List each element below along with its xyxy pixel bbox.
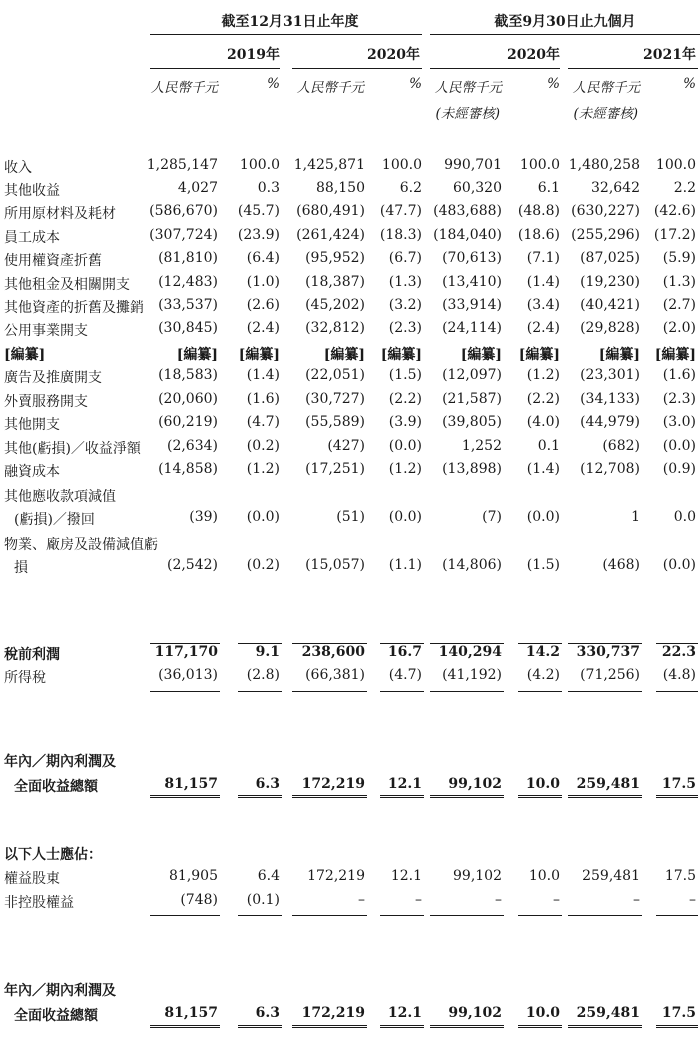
cell-value: (30,727) [305,391,365,407]
cell-value: (21,587) [442,391,502,407]
cell-value: (4.7) [246,414,280,430]
row-label: 所得稅 [4,670,46,686]
cell-value: (1.0) [246,274,280,290]
row-label: 員工成本 [4,230,60,246]
cell-value: 6.3 [255,1005,280,1021]
cell-value: [編纂] [380,347,422,363]
cell-value: (17,251) [305,461,365,477]
cell-value: 4,027 [177,180,218,196]
cell-value: (39,805) [442,414,502,430]
cell-value: (2.3) [662,391,696,407]
cell-value: (255,296) [571,227,640,243]
double-underline [150,1025,220,1028]
cell-value: (45,202) [305,297,365,313]
single-underline [430,691,504,692]
single-underline [292,915,367,916]
cell-value: 172,219 [301,1005,365,1021]
cell-value: – [689,892,696,908]
cell-value: 1,252 [461,438,502,454]
cell-value: (66,381) [305,667,365,683]
unaudited-note-2: (未經審核) [573,106,638,122]
cell-value: 6.4 [257,868,280,884]
cell-value: (2.4) [246,320,280,336]
cell-value: (0.1) [246,892,280,908]
row-label: (虧損)／撥回 [14,512,95,528]
cell-value: 990,701 [444,157,502,173]
cell-value: (1.2) [526,367,560,383]
cell-value: (1.5) [388,367,422,383]
cell-value: (20,060) [158,391,218,407]
double-underline [380,795,424,798]
cell-value: 60,320 [453,180,502,196]
single-underline [238,915,282,916]
cell-value: [編纂] [323,347,365,363]
cell-value: (2.4) [526,320,560,336]
cell-value: 17.5 [664,868,696,884]
row-label: 其他租金及相關開支 [4,277,130,293]
cell-value: (33,914) [442,297,502,313]
single-underline [150,691,220,692]
cell-value: (1.3) [388,274,422,290]
cell-value: (1.6) [662,367,696,383]
unaudited-note-1: (未經審核) [435,106,500,122]
cell-value: 259,481 [576,776,640,792]
double-underline [238,795,282,798]
cell-value: (70,613) [442,250,502,266]
year-rule-1 [150,68,280,69]
cell-value: (427) [327,438,365,454]
cell-value: (19,230) [580,274,640,290]
cell-value: (48.8) [517,203,560,219]
cell-value: [編纂] [598,347,640,363]
cell-value: (4.8) [662,667,696,683]
cell-value: (24,114) [442,320,502,336]
single-underline [380,643,424,644]
cell-value: (0.0) [662,438,696,454]
cell-value: 32,642 [591,180,640,196]
single-underline [430,643,504,644]
cell-value: 0.1 [537,438,560,454]
cell-value: (586,670) [149,203,218,219]
double-underline [380,1025,424,1028]
cell-value: (2.2) [526,391,560,407]
cell-value: [編纂] [518,347,560,363]
cell-value: (3.4) [526,297,560,313]
row-label: 物業、廠房及設備減值虧 [4,537,158,553]
unit-pct-4: % [683,76,696,92]
cell-value: 100.0 [655,157,696,173]
row-label: 以下人士應佔： [4,847,102,863]
cell-value: (1.5) [526,557,560,573]
cell-value: (55,589) [305,414,365,430]
double-underline [430,795,504,798]
single-underline [238,691,282,692]
cell-value: (1.4) [526,274,560,290]
cell-value: (0.2) [246,557,280,573]
cell-value: – [633,892,640,908]
row-label: 全面收益總額 [14,779,98,795]
cell-value: (0.0) [388,509,422,525]
cell-value: (7) [482,509,502,525]
cell-value: (4.7) [388,667,422,683]
row-label: 年內／期內利潤及 [4,754,116,770]
cell-value: (680,491) [296,203,365,219]
cell-value: (5.9) [662,250,696,266]
row-label: 外賣服務開支 [4,394,88,410]
cell-value: (307,724) [149,227,218,243]
cell-value: – [415,892,422,908]
year-2020-b: 2020年 [507,47,560,63]
cell-value: (0.0) [246,509,280,525]
cell-value: 330,737 [576,644,640,660]
cell-value: 6.3 [255,776,280,792]
row-label: 使用權資產折舊 [4,253,102,269]
single-underline [656,691,698,692]
row-label: 權益股東 [4,871,60,887]
cell-value: (0.0) [388,438,422,454]
cell-value: 16.7 [387,644,422,660]
cell-value: (1.4) [246,367,280,383]
cell-value: 10.0 [525,1005,560,1021]
cell-value: (42.6) [653,203,696,219]
row-label: 融資成本 [4,464,60,480]
cell-value: (1.2) [246,461,280,477]
single-underline [568,915,642,916]
unit-pct-2: % [409,76,422,92]
row-label: 全面收益總額 [14,1008,98,1024]
cell-value: 259,481 [582,868,640,884]
cell-value: (95,952) [305,250,365,266]
row-label: [編纂] [4,347,46,363]
cell-value: (2.0) [662,320,696,336]
cell-value: (3.2) [388,297,422,313]
cell-value: (4.2) [526,667,560,683]
year-2020-a: 2020年 [367,47,420,63]
cell-value: [編纂] [460,347,502,363]
single-underline [238,643,282,644]
cell-value: 172,219 [307,868,365,884]
cell-value: (51) [336,509,365,525]
unit-pct-1: % [267,76,280,92]
cell-value: – [495,892,502,908]
row-label: 其他資產的折舊及攤銷 [4,300,144,316]
cell-value: 100.0 [519,157,560,173]
cell-value: (12,708) [580,461,640,477]
unit-rmb-2: 人民幣千元 [296,80,364,96]
cell-value: (184,040) [433,227,502,243]
single-underline [292,691,367,692]
single-underline [150,643,220,644]
cell-value: (87,025) [580,250,640,266]
cell-value: (0.0) [526,509,560,525]
header-rule-right [430,34,700,35]
cell-value: (0.2) [246,438,280,454]
cell-value: 81,905 [169,868,218,884]
cell-value: (14,806) [442,557,502,573]
single-underline [430,915,504,916]
header-rule-left [150,34,422,35]
cell-value: 12.1 [387,1005,422,1021]
cell-value: – [358,892,365,908]
row-label: 其他(虧損)／收益淨額 [4,441,141,457]
row-label: 其他收益 [4,183,60,199]
cell-value: 117,170 [154,644,218,660]
cell-value: (18.3) [379,227,422,243]
double-underline [518,1025,562,1028]
cell-value: (2,542) [166,557,218,573]
row-label: 公用事業開支 [4,323,88,339]
single-underline [380,915,424,916]
row-label: 其他開支 [4,417,60,433]
cell-value: (2.6) [246,297,280,313]
cell-value: (18,583) [158,367,218,383]
double-underline [430,1025,504,1028]
cell-value: 12.1 [390,868,422,884]
cell-value: (45.7) [237,203,280,219]
cell-value: (261,424) [296,227,365,243]
cell-value: (17.2) [653,227,696,243]
cell-value: (36,013) [158,667,218,683]
cell-value: (12,483) [158,274,218,290]
cell-value: (18,387) [305,274,365,290]
cell-value: (2,634) [166,438,218,454]
cell-value: 6.1 [537,180,560,196]
cell-value: 99,102 [448,776,502,792]
single-underline [518,915,562,916]
cell-value: (1.4) [526,461,560,477]
single-underline [568,643,642,644]
cell-value: (2.2) [388,391,422,407]
period-header-year-ended: 截至12月31日止年度 [221,14,359,30]
double-underline [150,795,220,798]
cell-value: (682) [602,438,640,454]
row-label: 稅前利潤 [4,647,60,663]
double-underline [656,795,698,798]
cell-value: (39) [189,509,218,525]
cell-value: [編纂] [238,347,280,363]
cell-value: 81,157 [164,776,218,792]
unit-rmb-3: 人民幣千元 [434,80,502,96]
cell-value: 88,150 [316,180,365,196]
cell-value: 0.0 [673,509,696,525]
cell-value: 17.5 [661,776,696,792]
cell-value: (468) [602,557,640,573]
cell-value: (6.7) [388,250,422,266]
cell-value: 14.2 [525,644,560,660]
row-label: 年內／期內利潤及 [4,983,116,999]
row-label: 廣告及推廣開支 [4,370,102,386]
cell-value: [編纂] [176,347,218,363]
cell-value: (15,057) [305,557,365,573]
row-label: 損 [14,560,28,576]
cell-value: (6.4) [246,250,280,266]
year-rule-4 [568,68,698,69]
cell-value: (1.1) [388,557,422,573]
single-underline [568,691,642,692]
cell-value: (7.1) [526,250,560,266]
row-label: 非控股權益 [4,895,74,911]
double-underline [568,795,642,798]
cell-value: 81,157 [164,1005,218,1021]
cell-value: (748) [180,892,218,908]
cell-value: (3.9) [388,414,422,430]
cell-value: (3.0) [662,414,696,430]
cell-value: 2.2 [673,180,696,196]
cell-value: (81,810) [158,250,218,266]
cell-value: 99,102 [453,868,502,884]
cell-value: (630,227) [571,203,640,219]
cell-value: (60,219) [158,414,218,430]
cell-value: (71,256) [580,667,640,683]
double-underline [292,795,367,798]
cell-value: 100.0 [381,157,422,173]
single-underline [656,643,698,644]
cell-value: (18.6) [517,227,560,243]
cell-value: (41,192) [442,667,502,683]
cell-value: (13,898) [442,461,502,477]
cell-value: (34,133) [580,391,640,407]
row-label: 所用原材料及耗材 [4,206,116,222]
unit-pct-3: % [547,76,560,92]
cell-value: (14,858) [158,461,218,477]
cell-value: 12.1 [387,776,422,792]
unit-rmb-4: 人民幣千元 [572,80,640,96]
cell-value: 100.0 [239,157,280,173]
cell-value: (483,688) [433,203,502,219]
double-underline [568,1025,642,1028]
cell-value: (33,537) [158,297,218,313]
cell-value: 0.3 [257,180,280,196]
single-underline [518,643,562,644]
single-underline [518,691,562,692]
cell-value: (44,979) [580,414,640,430]
cell-value: 1,285,147 [146,157,218,173]
cell-value: (1.6) [246,391,280,407]
cell-value: 1 [631,509,640,525]
cell-value: 1,425,871 [293,157,365,173]
cell-value: (4.0) [526,414,560,430]
cell-value: (13,410) [442,274,502,290]
double-underline [238,1025,282,1028]
single-underline [380,691,424,692]
cell-value: (2.3) [388,320,422,336]
cell-value: (2.7) [662,297,696,313]
cell-value: 9.1 [255,644,280,660]
cell-value: (29,828) [580,320,640,336]
cell-value: 6.2 [399,180,422,196]
double-underline [656,1025,698,1028]
year-rule-3 [430,68,560,69]
cell-value: (32,812) [305,320,365,336]
cell-value: (30,845) [158,320,218,336]
cell-value: (2.8) [246,667,280,683]
single-underline [150,915,220,916]
cell-value: 259,481 [576,1005,640,1021]
cell-value: 22.3 [661,644,696,660]
year-rule-2 [292,68,422,69]
cell-value: 10.0 [528,868,560,884]
row-label: 收入 [4,160,32,176]
cell-value: 99,102 [448,1005,502,1021]
cell-value: 10.0 [525,776,560,792]
cell-value: 17.5 [661,1005,696,1021]
cell-value: (1.3) [662,274,696,290]
unit-rmb-1: 人民幣千元 [150,80,218,96]
single-underline [656,915,698,916]
double-underline [292,1025,367,1028]
cell-value: (22,051) [305,367,365,383]
cell-value: (12,097) [442,367,502,383]
cell-value: (1.2) [388,461,422,477]
cell-value: (0.9) [662,461,696,477]
year-2019: 2019年 [227,47,280,63]
period-header-nine-months: 截至9月30日止九個月 [494,14,636,30]
cell-value: 140,294 [438,644,502,660]
cell-value: (47.7) [379,203,422,219]
cell-value: (23,301) [580,367,640,383]
year-2021: 2021年 [643,47,696,63]
cell-value: (23.9) [237,227,280,243]
cell-value: 1,480,258 [568,157,640,173]
cell-value: 172,219 [301,776,365,792]
cell-value: – [553,892,560,908]
cell-value: 238,600 [301,644,365,660]
double-underline [518,795,562,798]
single-underline [292,643,367,644]
cell-value: (40,421) [580,297,640,313]
row-label: 其他應收款項減值 [4,489,116,505]
cell-value: (0.0) [662,557,696,573]
cell-value: [編纂] [654,347,696,363]
